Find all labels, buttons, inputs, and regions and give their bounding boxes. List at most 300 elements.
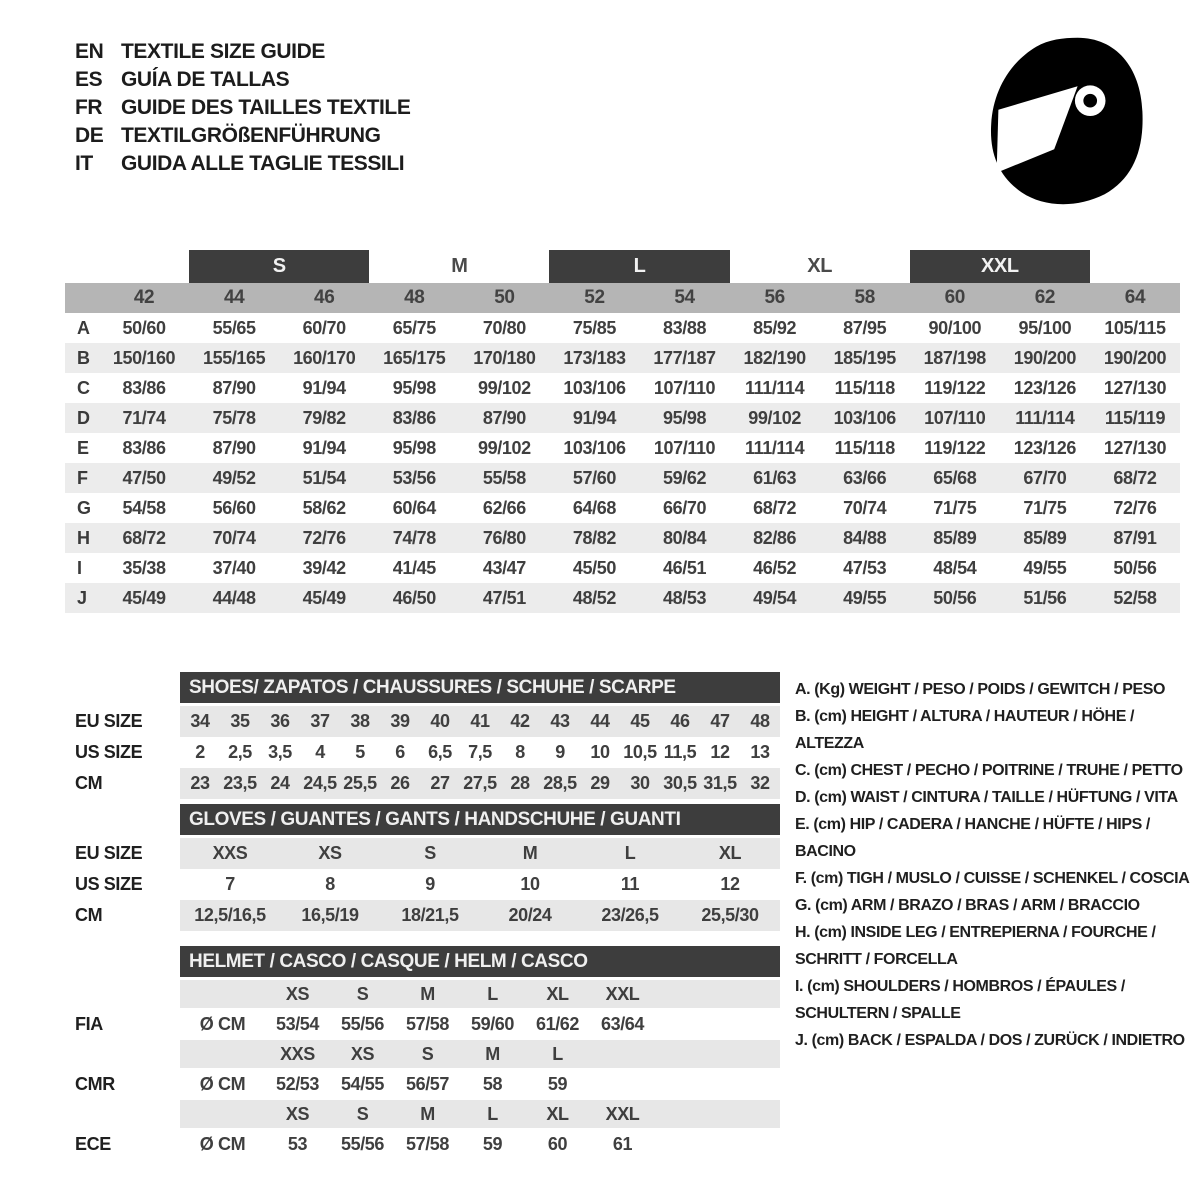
- row-label: EU SIZE: [75, 843, 143, 863]
- table-cell: 76/80: [482, 527, 526, 548]
- row-label: CM: [75, 773, 103, 793]
- table-cell: 40: [430, 711, 450, 731]
- table-cell: 95/98: [392, 437, 436, 458]
- spacer: [65, 804, 180, 838]
- table-cell: 36: [270, 711, 290, 731]
- table-cell: 30: [630, 773, 650, 793]
- table-cell: XXS: [212, 843, 248, 863]
- legend-item: B. (cm) HEIGHT / ALTURA / HAUTEUR / HÖHE / ALTEZZA: [795, 708, 1135, 752]
- certification-label: FIA: [75, 1013, 103, 1034]
- table-cell: 68/72: [1113, 467, 1157, 488]
- table-cell: 35/38: [122, 557, 166, 578]
- shoes-rows: [65, 706, 780, 799]
- table-cell: 71/74: [122, 407, 166, 428]
- table-cell: 20/24: [508, 905, 552, 925]
- size-label: XXL: [605, 983, 640, 1004]
- table-cell: 10,5: [623, 742, 657, 762]
- spacer: [65, 1040, 180, 1068]
- table-cell: 26: [390, 773, 410, 793]
- table-cell: 11: [620, 874, 640, 894]
- table-cell: 32: [750, 773, 770, 793]
- gloves-title-row: [65, 804, 780, 838]
- table-cell: 5: [355, 742, 365, 762]
- table-cell: 103/106: [833, 407, 896, 428]
- table-cell: 59: [482, 1133, 503, 1154]
- row-letter: J: [77, 587, 87, 608]
- table-row: [65, 493, 1180, 523]
- value-band: [180, 1008, 780, 1040]
- table-cell: 87/90: [212, 377, 256, 398]
- table-cell: 43/47: [482, 557, 526, 578]
- numeric-size: 60: [944, 287, 965, 308]
- table-cell: 49/52: [212, 467, 256, 488]
- size-band: [180, 1100, 780, 1128]
- size-label: XXS: [280, 1043, 315, 1064]
- guide-title: GUÍA DE TALLAS: [121, 68, 290, 91]
- table-cell: 44: [590, 711, 610, 731]
- diameter-unit-label: Ø CM: [199, 1133, 246, 1154]
- table-row: [65, 768, 780, 799]
- table-cell: 50/60: [122, 317, 166, 338]
- table-cell: S: [424, 843, 436, 863]
- table-cell: 31,5: [703, 773, 737, 793]
- size-label: L: [487, 983, 498, 1004]
- table-cell: 10: [520, 874, 540, 894]
- table-cell: 61/63: [753, 467, 797, 488]
- table-cell: 111/114: [744, 437, 805, 458]
- table-cell: 79/82: [302, 407, 346, 428]
- legend-item: C. (cm) CHEST / PECHO / POITRINE / TRUHE / PETTO: [795, 762, 1183, 779]
- table-cell: 54/58: [122, 497, 166, 518]
- table-cell: 84/88: [843, 527, 887, 548]
- table-cell: 29: [590, 773, 610, 793]
- language-code: FR: [75, 96, 103, 119]
- table-cell: 2: [195, 742, 205, 762]
- row-letter: C: [77, 377, 90, 398]
- table-cell: 87/90: [212, 437, 256, 458]
- table-cell: 41: [470, 711, 490, 731]
- table-cell: 70/74: [212, 527, 256, 548]
- size-label: M: [420, 983, 435, 1004]
- table-cell: 83/88: [663, 317, 707, 338]
- table-row: [65, 869, 780, 900]
- guide-title: GUIDA ALLE TAGLIE TESSILI: [121, 152, 405, 175]
- table-cell: 59/60: [470, 1013, 515, 1034]
- measurement-legend: [795, 676, 1200, 1054]
- letter-column-spacer: [65, 283, 99, 313]
- table-cell: 42: [510, 711, 530, 731]
- row-letter: D: [77, 407, 90, 428]
- table-cell: 34: [190, 711, 210, 731]
- table-cell: 90/100: [928, 317, 982, 338]
- table-row: [65, 737, 780, 768]
- table-cell: 52/58: [1113, 587, 1157, 608]
- table-cell: 115/118: [834, 437, 895, 458]
- table-cell: 49/55: [1023, 557, 1067, 578]
- table-cell: 60: [547, 1133, 568, 1154]
- table-cell: 46: [670, 711, 690, 731]
- table-cell: 56/60: [212, 497, 256, 518]
- table-cell: 119/122: [924, 377, 986, 398]
- language-row: [75, 94, 410, 122]
- table-cell: 75/78: [212, 407, 256, 428]
- table-cell: 48/53: [663, 587, 707, 608]
- table-cell: 37/40: [212, 557, 256, 578]
- table-cell: 87/91: [1113, 527, 1157, 548]
- helmet-sizes-row: [65, 1100, 780, 1128]
- value-band: [180, 706, 780, 737]
- language-row: [75, 122, 410, 150]
- table-cell: 53/56: [392, 467, 436, 488]
- table-cell: 55/65: [212, 317, 256, 338]
- table-cell: 95/98: [663, 407, 707, 428]
- table-cell: 45/49: [302, 587, 346, 608]
- table-cell: 190/200: [1103, 347, 1167, 368]
- language-code: ES: [75, 68, 103, 91]
- size-band: [180, 980, 780, 1008]
- size-label: XL: [546, 983, 569, 1004]
- certification-label: CMR: [75, 1073, 115, 1094]
- numeric-size: 42: [133, 287, 155, 308]
- table-cell: 45/49: [122, 587, 166, 608]
- size-label: XS: [350, 1043, 375, 1064]
- table-cell: 70/80: [482, 317, 526, 338]
- table-cell: 24,5: [303, 773, 337, 793]
- table-row: [65, 706, 780, 737]
- table-row: [65, 553, 1180, 583]
- table-cell: 115/119: [1104, 407, 1166, 428]
- legend-item: F. (cm) TIGH / MUSLO / CUISSE / SCHENKEL / COSCIA: [795, 870, 1190, 887]
- table-cell: 3,5: [268, 742, 292, 762]
- size-table-body: [65, 313, 1180, 613]
- table-cell: 44/48: [212, 587, 256, 608]
- table-cell: 58/62: [302, 497, 346, 518]
- legend-item: A. (Kg) WEIGHT / PESO / POIDS / GEWITCH / PESO: [795, 681, 1166, 698]
- table-cell: 25,5: [343, 773, 377, 793]
- value-band: [180, 1128, 780, 1160]
- table-cell: 12,5/16,5: [194, 905, 266, 925]
- size-label: XS: [285, 1103, 310, 1124]
- language-code: EN: [75, 40, 104, 63]
- table-cell: 68/72: [122, 527, 166, 548]
- table-cell: 12: [710, 742, 730, 762]
- table-cell: 103/106: [563, 377, 626, 398]
- table-cell: 51/54: [302, 467, 346, 488]
- gloves-size-table: [65, 804, 780, 931]
- table-cell: 27,5: [463, 773, 497, 793]
- table-cell: 64/68: [572, 497, 616, 518]
- table-cell: 85/92: [753, 317, 797, 338]
- guide-title: TEXTILGRÖßENFÜHRUNG: [121, 124, 381, 147]
- table-row: [65, 463, 1180, 493]
- gloves-rows: [65, 838, 780, 931]
- table-cell: 47/51: [482, 587, 526, 608]
- table-cell: 47/53: [843, 557, 887, 578]
- row-letter: I: [77, 557, 82, 578]
- table-cell: 105/115: [1104, 317, 1166, 338]
- table-cell: 8: [325, 874, 335, 894]
- table-cell: 185/195: [833, 347, 896, 368]
- table-cell: 95/98: [392, 377, 436, 398]
- legend-item: I. (cm) SHOULDERS / HOMBROS / ÉPAULES / SCHULTERN / SPALLE: [795, 978, 1125, 1022]
- table-cell: 72/76: [1113, 497, 1157, 518]
- size-label: XXL: [605, 1103, 640, 1124]
- table-row: [65, 838, 780, 869]
- table-cell: 7,5: [468, 742, 492, 762]
- table-cell: 68/72: [753, 497, 797, 518]
- table-cell: 56/57: [405, 1073, 450, 1094]
- table-cell: 23,5: [223, 773, 257, 793]
- legend-item: H. (cm) INSIDE LEG / ENTREPIERNA / FOURCHE / SCHRITT / FORCELLA: [795, 924, 1156, 968]
- table-cell: 190/200: [1013, 347, 1076, 368]
- table-cell: 53/54: [275, 1013, 320, 1034]
- textile-size-table: [65, 250, 1180, 613]
- table-cell: 123/126: [1013, 377, 1076, 398]
- numeric-size: 46: [314, 287, 335, 308]
- table-cell: 6: [395, 742, 405, 762]
- table-cell: 52/53: [275, 1073, 320, 1094]
- table-cell: 87/95: [843, 317, 887, 338]
- helmet-values-row: [65, 1128, 780, 1160]
- table-cell: 83/86: [122, 377, 166, 398]
- table-cell: 65/68: [933, 467, 977, 488]
- letter-size-s: S: [189, 250, 369, 283]
- table-cell: 91/94: [302, 377, 346, 398]
- table-cell: 63/66: [843, 467, 887, 488]
- table-row: [65, 403, 1180, 433]
- helmet-title-row: [65, 946, 780, 980]
- table-cell: 45/50: [572, 557, 616, 578]
- row-letter: G: [77, 497, 91, 518]
- numeric-size: 56: [764, 287, 785, 308]
- row-label: US SIZE: [75, 874, 143, 894]
- table-cell: 107/110: [653, 377, 716, 398]
- helmet-section-title: HELMET / CASCO / CASQUE / HELM / CASCO: [180, 946, 780, 977]
- table-cell: 4: [315, 742, 325, 762]
- language-row: [75, 66, 410, 94]
- table-cell: 49/55: [843, 587, 887, 608]
- numeric-size-header-row: [65, 283, 1180, 313]
- table-cell: XS: [318, 843, 342, 863]
- table-cell: 70/74: [843, 497, 887, 518]
- table-row: [65, 900, 780, 931]
- numeric-size: 54: [674, 287, 695, 308]
- table-cell: 57/60: [572, 467, 616, 488]
- value-band: [180, 869, 780, 900]
- helmet-values-row: [65, 1068, 780, 1100]
- table-cell: 165/175: [383, 347, 446, 368]
- diameter-unit-label: Ø CM: [199, 1073, 246, 1094]
- table-cell: 48/54: [933, 557, 977, 578]
- table-cell: 66/70: [663, 497, 707, 518]
- table-cell: 91/94: [302, 437, 346, 458]
- language-title-list: [75, 38, 410, 178]
- table-cell: 54/55: [340, 1073, 385, 1094]
- numeric-size: 62: [1034, 287, 1056, 308]
- table-cell: 53: [287, 1133, 308, 1154]
- table-cell: 11,5: [663, 742, 697, 762]
- table-cell: 9: [425, 874, 435, 894]
- table-cell: 43: [550, 711, 570, 731]
- row-label: EU SIZE: [75, 711, 143, 731]
- table-cell: 61: [612, 1133, 633, 1154]
- table-cell: 57/58: [405, 1013, 450, 1034]
- table-cell: 48: [750, 711, 770, 731]
- table-cell: 18/21,5: [401, 905, 459, 925]
- table-cell: 50/56: [1113, 557, 1157, 578]
- table-row: [65, 523, 1180, 553]
- table-cell: 39: [390, 711, 410, 731]
- table-cell: 2,5: [228, 742, 252, 762]
- table-cell: 78/82: [572, 527, 616, 548]
- row-label: US SIZE: [75, 742, 143, 762]
- table-cell: 28,5: [543, 773, 577, 793]
- table-cell: 24: [270, 773, 290, 793]
- table-cell: 170/180: [473, 347, 536, 368]
- table-cell: 45: [630, 711, 650, 731]
- letter-size-header-row: [65, 250, 1180, 283]
- size-label: S: [421, 1043, 434, 1064]
- table-cell: 12: [720, 874, 740, 894]
- table-cell: 83/86: [122, 437, 166, 458]
- table-cell: 46/51: [663, 557, 707, 578]
- table-cell: 115/118: [834, 377, 895, 398]
- size-label: S: [356, 1103, 369, 1124]
- helmet-sizes-row: [65, 980, 780, 1008]
- table-cell: 59/62: [663, 467, 707, 488]
- table-row: [65, 313, 1180, 343]
- helmet-sizes-row: [65, 1040, 780, 1068]
- table-cell: 28: [510, 773, 530, 793]
- guide-title: TEXTILE SIZE GUIDE: [121, 40, 325, 63]
- table-cell: 87/90: [482, 407, 526, 428]
- table-cell: 9: [555, 742, 565, 762]
- spacer: [65, 672, 180, 706]
- table-cell: 67/70: [1023, 467, 1067, 488]
- table-cell: 50/56: [933, 587, 977, 608]
- table-cell: 75/85: [572, 317, 616, 338]
- table-cell: 35: [230, 711, 250, 731]
- numeric-size: 64: [1124, 287, 1146, 308]
- table-cell: 99/102: [478, 377, 531, 398]
- table-cell: 23/26,5: [601, 905, 659, 925]
- table-cell: 60/70: [302, 317, 346, 338]
- table-cell: 49/54: [753, 587, 797, 608]
- table-row: [65, 583, 1180, 613]
- numeric-size: 50: [494, 287, 515, 308]
- table-cell: 27: [430, 773, 450, 793]
- language-row: [75, 150, 410, 178]
- table-row: [65, 373, 1180, 403]
- helmet-rows: [65, 980, 780, 1160]
- table-cell: M: [522, 843, 538, 863]
- row-letter: H: [77, 527, 90, 548]
- row-label: CM: [75, 905, 103, 925]
- letter-size-xxl: XXL: [910, 250, 1090, 283]
- row-letter: F: [77, 467, 88, 488]
- table-cell: L: [624, 843, 636, 863]
- table-cell: 72/76: [302, 527, 346, 548]
- table-cell: 85/89: [933, 527, 977, 548]
- table-cell: 37: [310, 711, 330, 731]
- table-cell: 155/165: [202, 347, 266, 368]
- table-cell: 48/52: [572, 587, 616, 608]
- diameter-unit-label: Ø CM: [199, 1013, 246, 1034]
- table-cell: XL: [718, 843, 742, 863]
- table-row: [65, 433, 1180, 463]
- table-cell: 91/94: [572, 407, 616, 428]
- table-cell: 111/114: [744, 377, 805, 398]
- numeric-size: 48: [404, 287, 425, 308]
- helmet-values-row: [65, 1008, 780, 1040]
- table-cell: 41/45: [392, 557, 436, 578]
- numeric-size: 52: [584, 287, 605, 308]
- value-band: [180, 900, 780, 931]
- table-cell: 25,5/30: [701, 905, 759, 925]
- table-cell: 61/62: [535, 1013, 580, 1034]
- table-cell: 7: [225, 874, 235, 894]
- table-cell: 63/64: [600, 1013, 645, 1034]
- table-cell: 60/64: [392, 497, 436, 518]
- shoes-title-row: [65, 672, 780, 706]
- table-cell: 95/100: [1018, 317, 1072, 338]
- table-cell: 30,5: [663, 773, 697, 793]
- numeric-size: 58: [854, 287, 875, 308]
- table-cell: 123/126: [1013, 437, 1076, 458]
- helmet-size-table: [65, 946, 780, 1160]
- table-cell: 62/66: [482, 497, 526, 518]
- table-cell: 39/42: [302, 557, 346, 578]
- spacer: [65, 980, 180, 1008]
- language-code: IT: [75, 152, 93, 175]
- spacer: [65, 1100, 180, 1128]
- table-cell: 150/160: [112, 347, 176, 368]
- table-cell: 47: [710, 711, 730, 731]
- table-cell: 55/56: [340, 1013, 385, 1034]
- legend-item: G. (cm) ARM / BRAZO / BRAS / ARM / BRACCIO: [795, 897, 1140, 914]
- table-cell: 71/75: [933, 497, 977, 518]
- row-letter: E: [77, 437, 89, 458]
- language-row: [75, 38, 410, 66]
- shoes-section-title: SHOES/ ZAPATOS / CHAUSSURES / SCHUHE / SCARPE: [180, 672, 780, 703]
- table-cell: 82/86: [753, 527, 797, 548]
- size-label: L: [552, 1043, 563, 1064]
- letter-size-l: L: [549, 250, 729, 283]
- shoes-size-table: [65, 672, 780, 799]
- table-cell: 119/122: [924, 437, 986, 458]
- size-label: S: [356, 983, 369, 1004]
- table-cell: 38: [350, 711, 370, 731]
- table-cell: 58: [482, 1073, 503, 1094]
- table-cell: 59: [547, 1073, 568, 1094]
- table-cell: 71/75: [1023, 497, 1067, 518]
- guide-title: GUIDE DES TAILLES TEXTILE: [121, 96, 411, 119]
- table-row: [65, 343, 1180, 373]
- numeric-size: 44: [223, 287, 245, 308]
- table-cell: 13: [750, 742, 770, 762]
- table-cell: 6,5: [428, 742, 452, 762]
- letter-size-m: M: [451, 255, 468, 277]
- size-label: M: [485, 1043, 500, 1064]
- spacer: [65, 946, 180, 980]
- table-cell: 99/102: [478, 437, 531, 458]
- table-cell: 107/110: [653, 437, 716, 458]
- size-band: [180, 1040, 780, 1068]
- table-cell: 8: [515, 742, 525, 762]
- table-cell: 99/102: [748, 407, 801, 428]
- table-cell: 16,5/19: [301, 905, 359, 925]
- size-label: M: [420, 1103, 435, 1124]
